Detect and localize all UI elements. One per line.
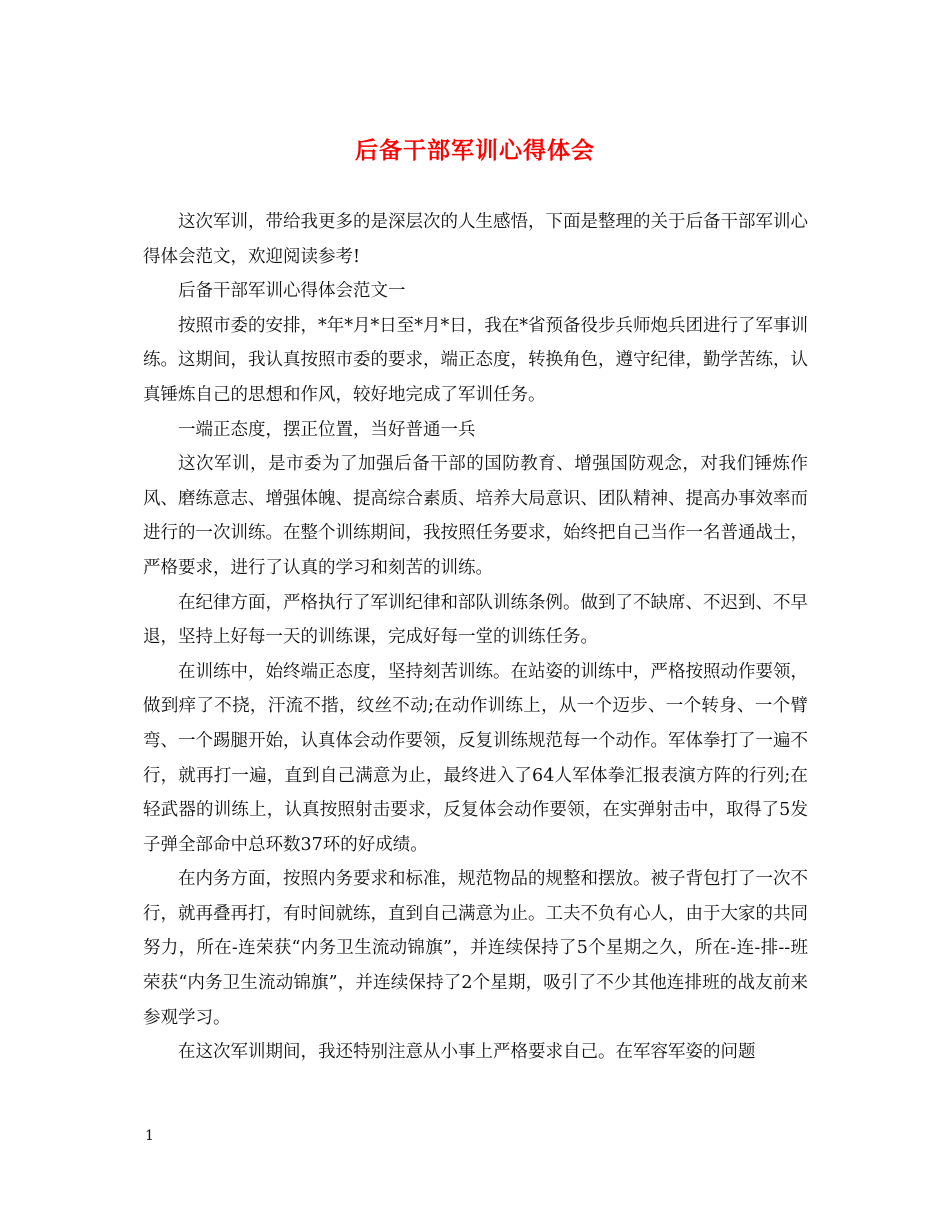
body-paragraph: 这次军训，是市委为了加强后备干部的国防教育、增强国防观念，对我们锤炼作风、磨练意志、增强体魄、提高综合素质、培养大局意识、团队精神、提高办事效率而进行的一次训练。在整个训练期间，我按照任务要求，始终把自己当作一名普通战士，严格要求，进行了认真的学习和刻苦的训练。 (143, 454, 808, 578)
body-paragraph: 在纪律方面，严格执行了军训纪律和部队训练条例。做到了不缺席、不迟到、不早退，坚持上好每一天的训练课，完成好每一堂的训练任务。 (143, 592, 808, 648)
page-number: 1 (145, 1128, 154, 1144)
document-body (143, 205, 808, 1070)
body-paragraph: 在这次军训期间，我还特别注意从小事上严格要求自己。在军容军姿的问题 (178, 1042, 756, 1063)
body-paragraph: 在内务方面，按照内务要求和标准，规范物品的规整和摆放。被子背包打了一次不行，就再叠再打，有时间就练，直到自己满意为止。工夫不负有心人，由于大家的共同努力，所在-连荣获“内务卫生流动锦旗”，并连续保持了5个星期之久，所在-连-排--班荣获“内务卫生流动锦旗”，并连续保持了2个星期，吸引了不少其他连排班的战友前来参观学习。 (143, 869, 808, 1028)
intro-paragraph: 这次军训，带给我更多的是深层次的人生感悟，下面是整理的关于后备干部军训心得体会范文，欢迎阅读参考! (143, 212, 808, 267)
document-title: 后备干部军训心得体会 (355, 137, 595, 164)
body-paragraph: 在训练中，始终端正态度，坚持刻苦训练。在站姿的训练中，严格按照动作要领，做到痒了不挠，汗流不揩，纹丝不动;在动作训练上，从一个迈步、一个转身、一个臂弯、一个踢腿开始，认真体会动作要领，反复训练规范每一个动作。军体拳打了一遍不行，就再打一遍，直到自己满意为止，最终进入了64人军体拳汇报表演方阵的行列;在轻武器的训练上，认真按照射击要求，反复体会动作要领，在实弹射击中，取得了5发子弹全部命中总环数37环的好成绩。 (143, 661, 808, 855)
body-paragraph: 按照市委的安排，*年*月*日至*月*日，我在*省预备役步兵师炮兵团进行了军事训练。这期间，我认真按照市委的要求，端正态度，转换角色，遵守纪律，勤学苦练，认真锤炼自己的思想和作风，较好地完成了军训任务。 (143, 315, 808, 405)
section-heading: 后备干部军训心得体会范文一 (178, 281, 406, 302)
subsection-heading: 一端正态度，摆正位置，当好普通一兵 (178, 419, 476, 440)
